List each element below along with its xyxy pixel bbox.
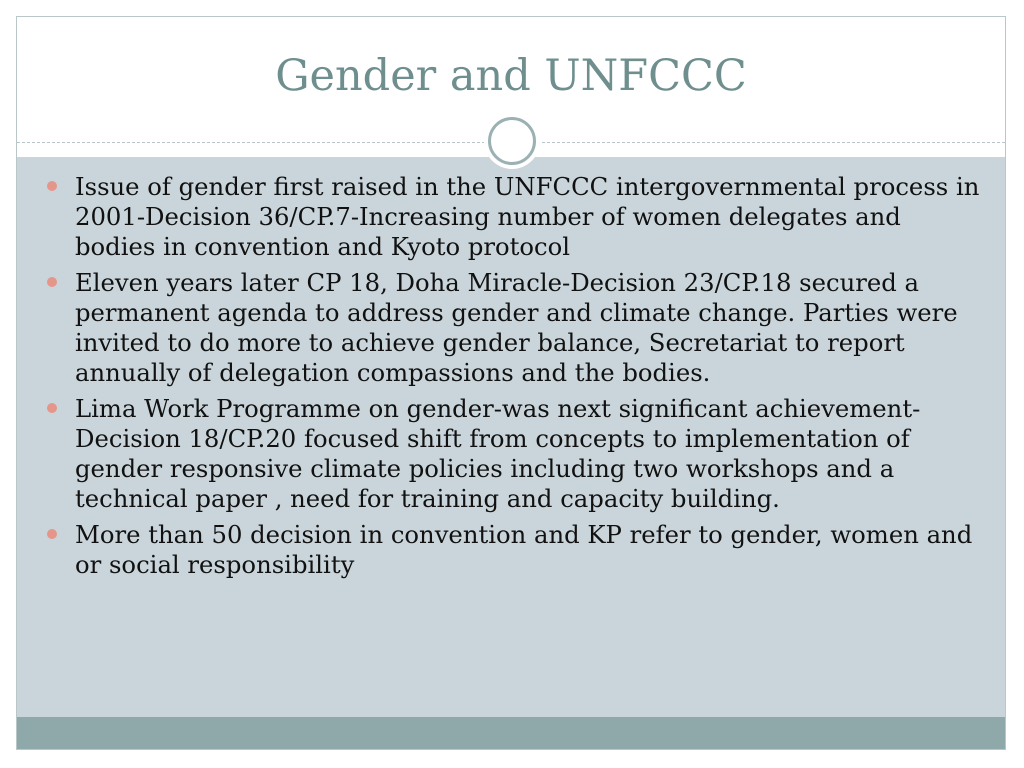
bullet-text: More than 50 decision in convention and KP refer to gender, women and or social responsibility <box>75 520 973 579</box>
bullet-text: Issue of gender first raised in the UNFCCC intergovernmental process in 2001-Decision 36/CP.7-Increasing number of women delegates and bodies in convention and Kyoto protocol <box>75 172 980 261</box>
decorative-ring-icon <box>488 117 536 165</box>
bullet-item <box>45 268 985 388</box>
bullet-dot-icon <box>47 277 57 287</box>
bullet-dot-icon <box>47 181 57 191</box>
slide <box>16 16 1006 750</box>
bullet-item <box>45 520 985 580</box>
bullet-item <box>45 172 985 262</box>
bullet-item <box>45 394 985 514</box>
bullet-text: Lima Work Programme on gender-was next significant achievement-Decision 18/CP.20 focused shift from concepts to implementation of gender responsive climate policies including two workshops and a technical paper , need for training and capacity building. <box>75 394 921 513</box>
slide-title: Gender and UNFCCC <box>275 51 747 101</box>
footer-bar <box>17 717 1005 750</box>
bullet-dot-icon <box>47 529 57 539</box>
bullet-text: Eleven years later CP 18, Doha Miracle-Decision 23/CP.18 secured a permanent agenda to address gender and climate change. Parties were invited to do more to achieve gender balance, Secretariat to report annually of delegation compassions and the bodies. <box>75 268 958 387</box>
bullet-dot-icon <box>47 403 57 413</box>
bullet-list <box>45 172 985 586</box>
